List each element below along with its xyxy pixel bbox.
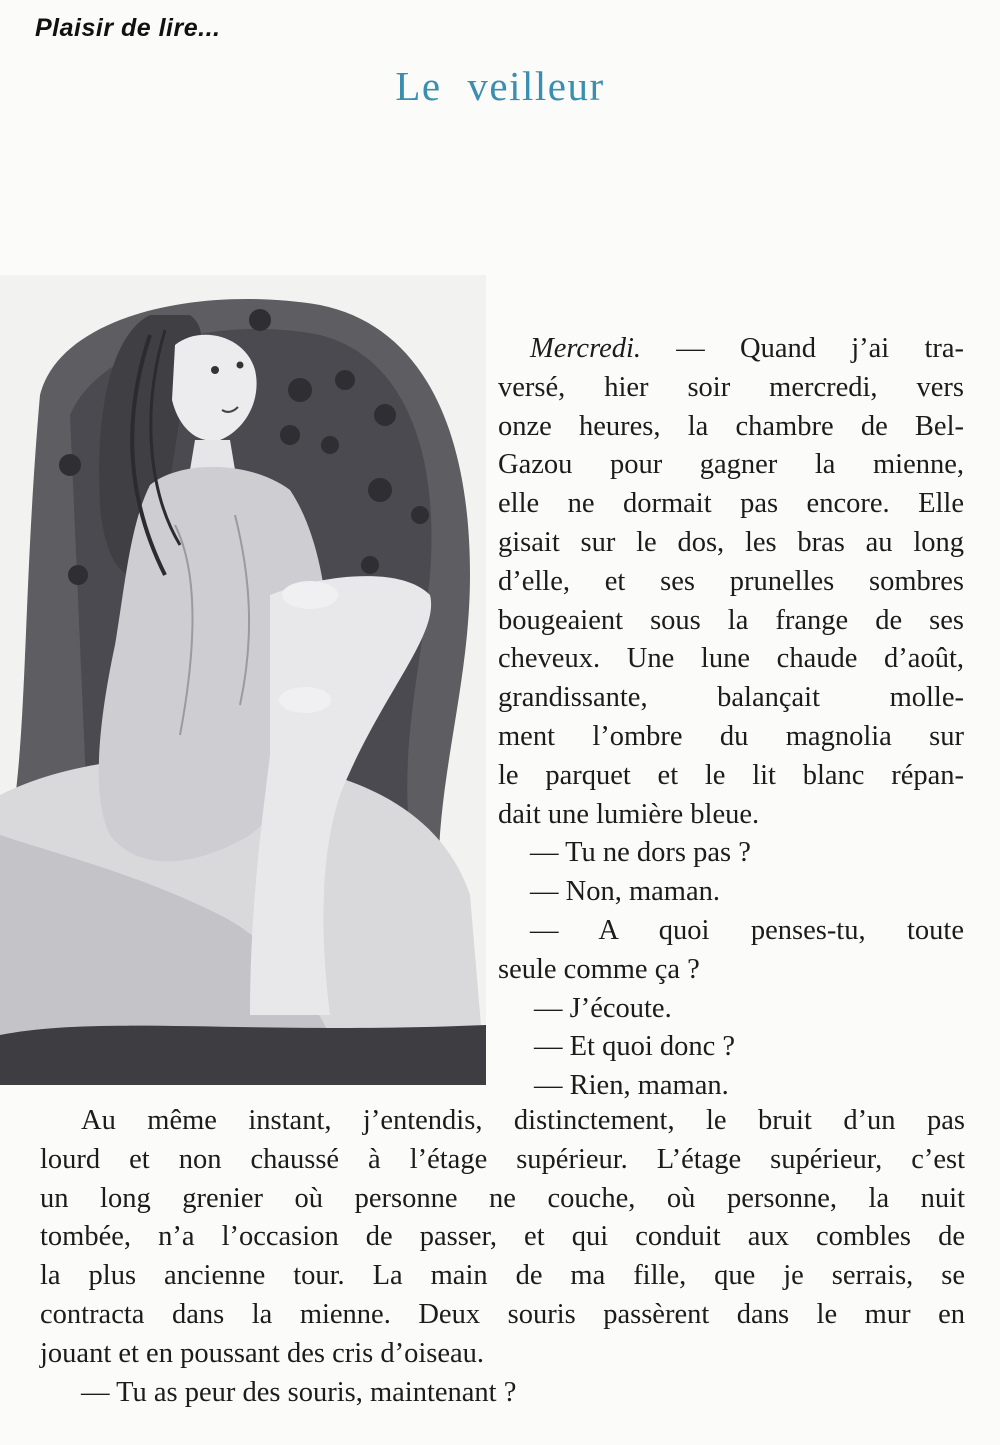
dialogue-line: — Non, maman. [530, 876, 720, 908]
paragraph-line: bougeaient sous la frange de ses [498, 604, 964, 636]
text-wide [40, 1102, 965, 1412]
text-column [498, 330, 964, 1106]
paragraph-line: d’elle, et ses prunelles sombres [498, 565, 964, 597]
paragraph-line: dait une lumière bleue. [498, 798, 760, 830]
dialogue-line: — A quoi penses-tu, toute [530, 914, 964, 946]
paragraph-line: onze heures, la chambre de Bel- [498, 410, 964, 442]
section-label: Plaisir de lire... [35, 14, 221, 42]
girl-in-nightgown-sitting-on-bed-looking-up-icon [0, 275, 486, 1085]
paragraph-line: Gazou pour gagner la mienne, [498, 449, 964, 481]
paragraph-line: le parquet et le lit blanc répan- [498, 759, 964, 791]
dialogue-line: — Et quoi donc ? [534, 1031, 736, 1063]
paragraph-line: contracta dans la mienne. Deux souris passèrent dans le mur en [40, 1298, 965, 1330]
paragraph-line: la plus ancienne tour. La main de ma fille, que je serrais, se [40, 1260, 965, 1292]
paragraph-line: cheveux. Une lune chaude d’août, [498, 643, 964, 675]
paragraph-line: grandissante, balançait molle- [498, 682, 964, 714]
paragraph-line: gisait sur le dos, les bras au long [498, 526, 964, 558]
paragraph-line: elle ne dormait pas encore. Elle [498, 488, 964, 520]
paragraph-line: ment l’ombre du magnolia sur [498, 720, 964, 752]
dialogue-line: seule comme ça ? [498, 953, 700, 985]
illustration [0, 275, 486, 1085]
paragraph-line: tombée, n’a l’occasion de passer, et qui conduit aux combles de [40, 1221, 965, 1253]
paragraph-line: versé, hier soir mercredi, vers [498, 371, 964, 403]
paragraph-line: jouant et en poussant des cris d’oiseau. [40, 1337, 485, 1369]
paragraph-line: Au même instant, j’entendis, distinctement, le bruit d’un pas [81, 1105, 965, 1136]
dialogue-line: — Tu ne dors pas ? [530, 837, 751, 869]
paragraph-line: un long grenier où personne ne couche, où personne, la nuit [40, 1182, 965, 1214]
dialogue-line: — J’écoute. [534, 992, 672, 1024]
dialogue-line: — Tu as peur des souris, maintenant ? [81, 1376, 517, 1408]
paragraph-line: Mercredi. — Quand j’ai tra- [530, 333, 964, 364]
dialogue-line: — Rien, maman. [534, 1070, 729, 1102]
paragraph-line: lourd et non chaussé à l’étage supérieur. L’étage supérieur, c’est [40, 1143, 965, 1175]
page-title: Le veilleur [395, 63, 605, 109]
day-label: Mercredi. [530, 333, 642, 364]
